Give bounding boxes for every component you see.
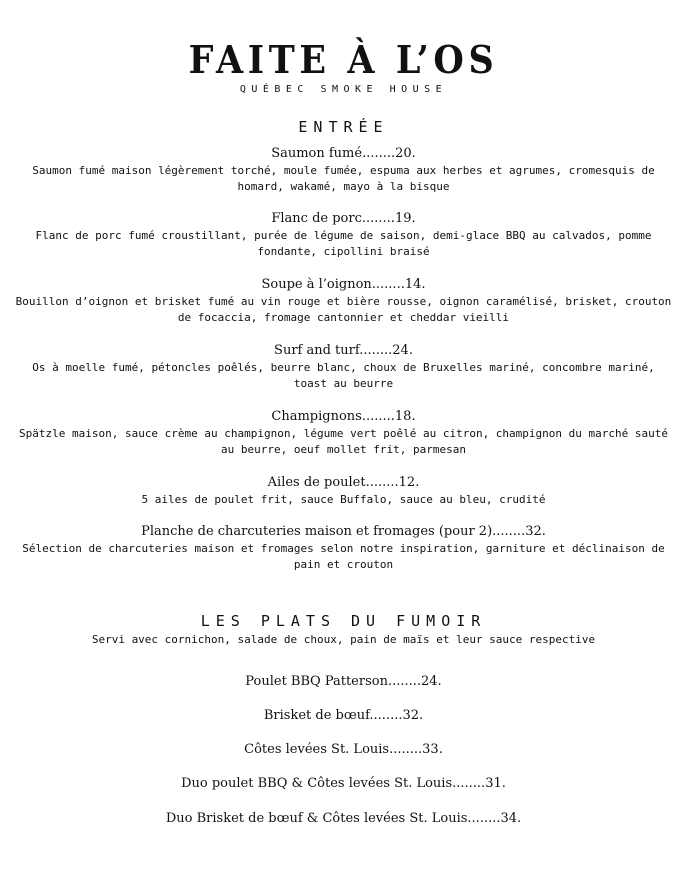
menu-item-description: Sélection de charcuteries maison et fromages selon notre inspiration, garniture et déclinaison de pain et crouton	[22, 542, 665, 571]
menu-item	[14, 146, 673, 195]
menu-item-description: Os à moelle fumé, pétoncles poêlés, beurre blanc, choux de Bruxelles mariné, concombre mariné, toast au beurre	[32, 361, 655, 390]
menu-item-name: Champignons........18.	[271, 409, 416, 424]
menu-item-name: Ailes de poulet........12.	[267, 475, 420, 490]
smoked-plate-item: Brisket de bœuf........32.	[263, 708, 424, 723]
menu-item	[14, 524, 673, 573]
menu-item-name: Saumon fumé........20.	[271, 146, 416, 161]
menu-item	[14, 277, 673, 326]
smoked-plate-item: Poulet BBQ Patterson........24.	[245, 674, 442, 689]
smoked-plate-item: Duo Brisket de bœuf & Côtes levées St. Louis........34.	[165, 811, 522, 826]
menu-item-name: Surf and turf........24.	[274, 343, 413, 358]
menu-item-name: Flanc de porc........19.	[271, 211, 416, 226]
section-subtitle-fumoir: Servi avec cornichon, salade de choux, pain de maïs et leur sauce respective	[91, 633, 596, 646]
menu-item-description: Saumon fumé maison légèrement torché, moule fumée, espuma aux herbes et agrumes, cromesquis de homard, wakamé, mayo à la bisque	[32, 164, 655, 193]
smoked-plate-item: Duo poulet BBQ & Côtes levées St. Louis........31.	[181, 776, 506, 791]
menu-item-name: Planche de charcuteries maison et fromages (pour 2)........32.	[141, 524, 546, 539]
menu-item	[14, 409, 673, 458]
restaurant-name: FAITE À L’OS	[188, 37, 499, 82]
section-title-fumoir: LES PLATS DU FUMOIR	[200, 612, 487, 630]
menu-item-name: Soupe à l’oignon........14.	[261, 277, 426, 292]
menu-item-description: Flanc de porc fumé croustillant, purée de légume de saison, demi-glace BBQ au calvados, pomme fondante, cipollini braisé	[35, 229, 652, 258]
menu-item	[14, 475, 673, 508]
section-title-entree: ENTRÉE	[298, 118, 389, 136]
menu-item-description: 5 ailes de poulet frit, sauce Buffalo, sauce au bleu, crudité	[141, 493, 546, 506]
menu-item	[14, 343, 673, 392]
menu-item-description: Spätzle maison, sauce crème au champignon, légume vert poêlé au citron, champignon du marché sauté au beurre, oeuf mollet frit, parmesan	[18, 427, 668, 456]
smoked-plate-item: Côtes levées St. Louis........33.	[244, 742, 443, 757]
restaurant-tagline: QUÉBEC SMOKE HOUSE	[239, 84, 448, 95]
menu-item	[14, 211, 673, 260]
menu-item-description: Bouillon d’oignon et brisket fumé au vin rouge et bière rousse, oignon caramélisé, brisket, crouton de focaccia, fromage cantonnier et cheddar vieilli	[15, 295, 672, 324]
